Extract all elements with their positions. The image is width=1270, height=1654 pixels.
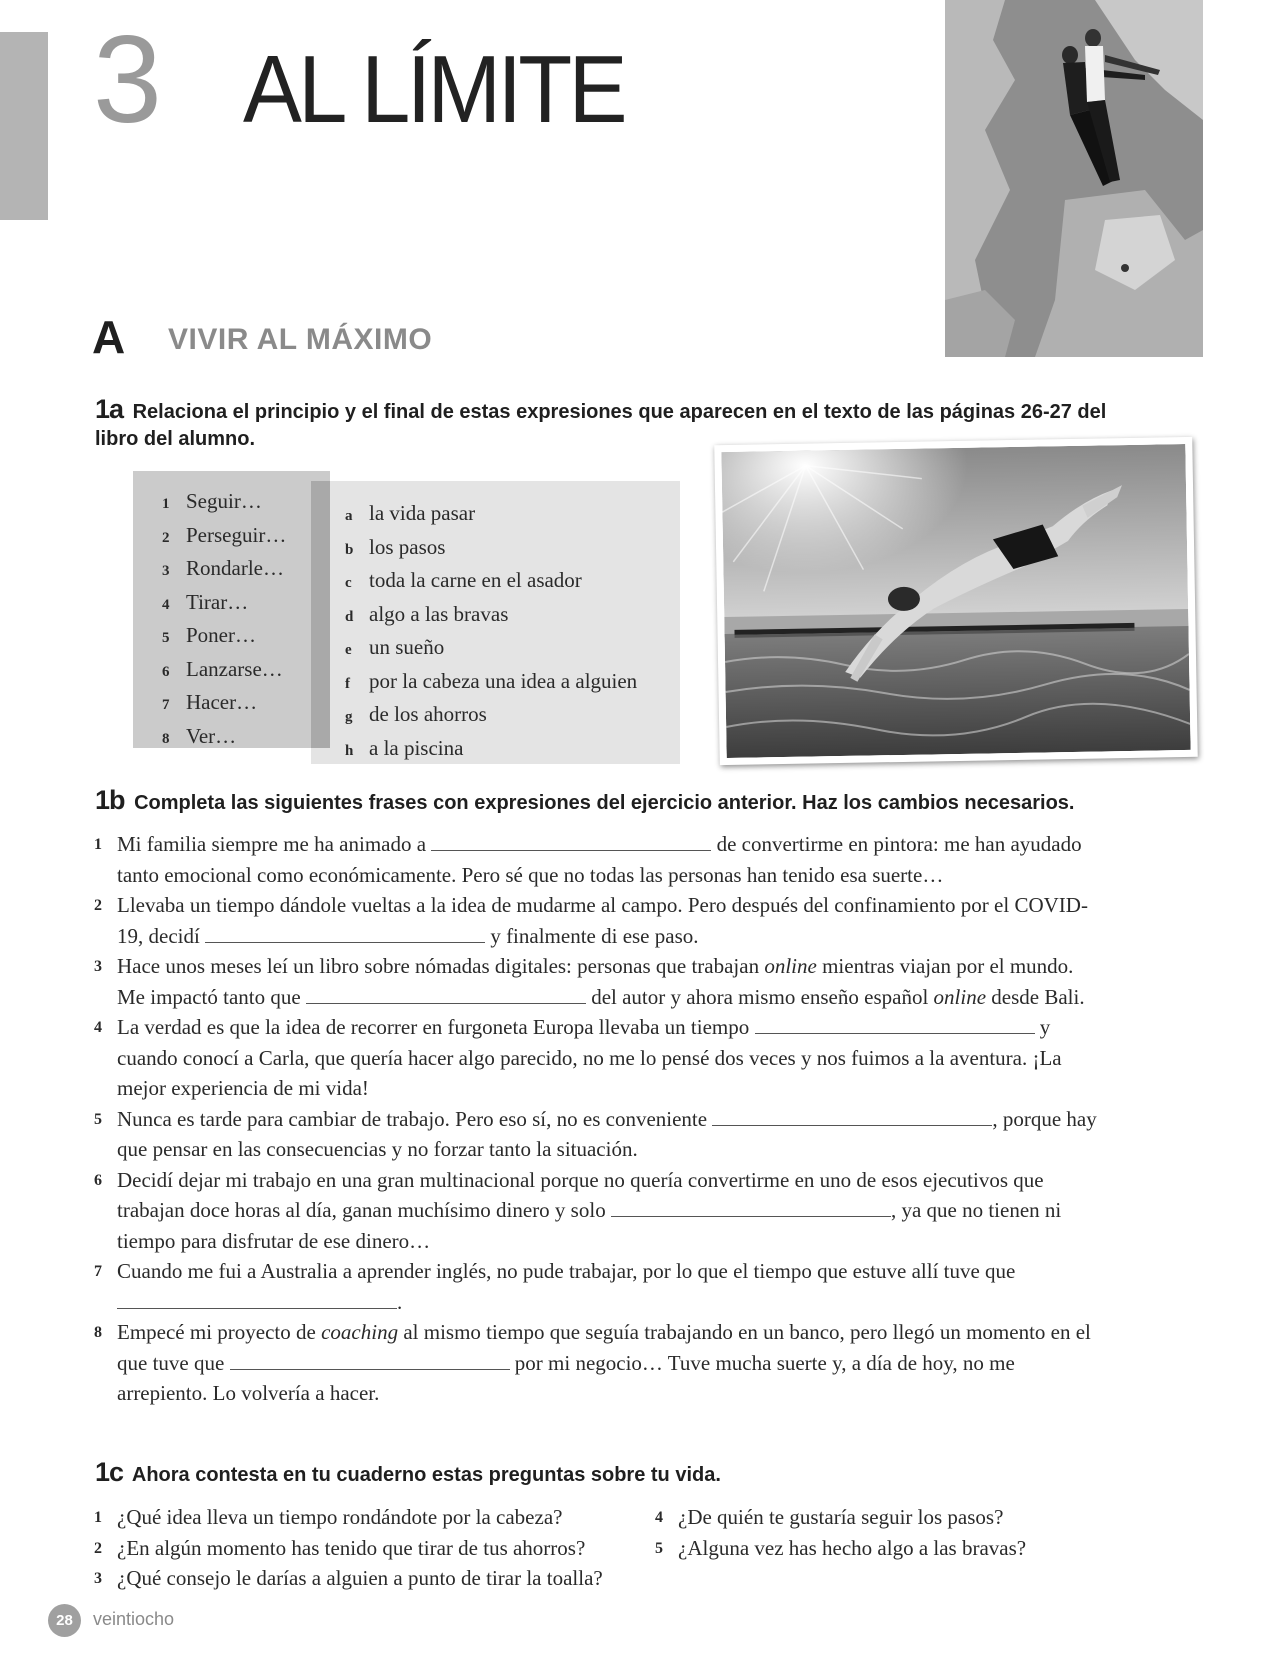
expression-starts-list <box>162 486 286 754</box>
list-item: 7 Hacer… <box>162 690 258 714</box>
list-item: 6 Decidí dejar mi trabajo en una gran multinacional porque no quería convertirme en uno de esos ejecutivos que trabajan doce horas al día, ganan muchísimo dinero y solo , ya que no tienen ni tiempo para disfrutar de ese dinero… <box>94 1167 1062 1253</box>
unit-title: AL LÍMITE <box>243 36 624 143</box>
exercise-1b-heading <box>95 787 1155 817</box>
list-item: 4 La verdad es que la idea de recorrer en furgoneta Europa llevaba un tiempo y cuando conocí a Carla, que quería hacer algo parecido, no me lo pensé dos veces y nos fuimos a la aventura. ¡La mejor experiencia de mi vida! <box>94 1015 1062 1100</box>
exercise-instruction: Ahora contesta en tu cuaderno estas preguntas sobre tu vida. <box>131 1464 721 1486</box>
exercise-1c-heading <box>95 1459 1095 1489</box>
questions-column-right <box>655 1502 1105 1563</box>
list-item: 4 Tirar… <box>162 589 249 614</box>
unit-number: 3 <box>93 11 160 149</box>
diver-photo-frame <box>714 437 1198 765</box>
answer-blank[interactable] <box>712 1107 992 1126</box>
list-item: 5 ¿Alguna vez has hecho algo a las bravas? <box>655 1535 1027 1560</box>
exercise-instruction: Completa las siguientes frases con expresiones del ejercicio anterior. Haz los cambios necesarios. <box>134 792 1075 814</box>
list-item: 3 Hace unos meses leí un libro sobre nómadas digitales: personas que trabajan online mientras viajan por el mundo. Me impactó tanto que del autor y ahora mismo enseño español online desde Bali. <box>94 954 1085 1009</box>
fill-in-sentences-list <box>94 829 1104 1409</box>
list-item: 4 ¿De quién te gustaría seguir los pasos? <box>655 1505 1004 1529</box>
list-item: 2 ¿En algún momento has tenido que tirar de tus ahorros? <box>94 1535 586 1560</box>
questions-column-left <box>94 1502 654 1594</box>
page-number-word: veintiocho <box>93 1609 175 1629</box>
answer-blank[interactable] <box>306 985 586 1004</box>
list-item: 6 Lanzarse… <box>162 656 283 681</box>
diver-photo <box>721 444 1190 758</box>
list-item: 1 Mi familia siempre me ha animado a de convertirme en pintora: me han ayudado tanto emocional como económicamente. Pero sé que no todas las personas han tenido esa suerte… <box>94 832 1082 887</box>
expression-endings-list <box>345 498 637 766</box>
answer-blank[interactable] <box>117 1290 397 1309</box>
list-item: d algo a las bravas <box>345 601 509 626</box>
list-item: 2 Perseguir… <box>162 522 287 547</box>
list-item: f por la cabeza una idea a alguien <box>345 668 638 693</box>
answer-blank[interactable] <box>230 1351 510 1370</box>
list-item: 5 Poner… <box>162 623 256 647</box>
list-item: 3 ¿Qué consejo le darías a alguien a punto de tirar la toalla? <box>94 1566 603 1590</box>
box-overlap-strip <box>311 481 330 748</box>
list-item: b los pasos <box>345 534 446 559</box>
exercise-number: 1c <box>95 1457 124 1487</box>
exercise-number: 1b <box>95 785 125 815</box>
list-item: h a la piscina <box>345 735 464 760</box>
exercise-instruction: Relaciona el principio y el final de estas expresiones que aparecen en el texto de las páginas 26-27 del libro del alumno. <box>95 401 1107 450</box>
list-item: 3 Rondarle… <box>162 556 284 580</box>
list-item: 8 Empecé mi proyecto de coaching al mismo tiempo que seguía trabajando en un banco, pero llegó un momento en el que tuve que por mi negocio… Tuve mucha suerte y, a día de hoy, no me arrepiento. Lo volvería a hacer. <box>94 1320 1091 1405</box>
side-tab-marker <box>0 32 48 220</box>
list-item: g de los ahorros <box>345 702 487 726</box>
list-item: c toda la carne en el asador <box>345 568 582 592</box>
list-item: e un sueño <box>345 635 445 659</box>
wall-climbers-photo <box>945 0 1203 357</box>
section-title: VIVIR AL MÁXIMO <box>168 323 433 356</box>
answer-blank[interactable] <box>205 924 485 943</box>
page-number-badge: 28 <box>48 1604 81 1637</box>
answer-blank[interactable] <box>611 1198 891 1217</box>
list-item: 1 Seguir… <box>162 489 262 513</box>
exercise-number: 1a <box>95 394 124 424</box>
list-item: 2 Llevaba un tiempo dándole vueltas a la idea de mudarme al campo. Pero después del confinamiento por el COVID-19, decidí y finalmente di ese paso. <box>94 893 1088 948</box>
list-item: 7 Cuando me fui a Australia a aprender inglés, no pude trabajar, por lo que el tiempo que estuve allí tuve que . <box>94 1259 1016 1314</box>
section-letter: A <box>92 311 126 363</box>
answer-blank[interactable] <box>755 1015 1035 1034</box>
list-item: 8 Ver… <box>162 723 237 748</box>
list-item: 1 ¿Qué idea lleva un tiempo rondándote por la cabeza? <box>94 1505 563 1529</box>
answer-blank[interactable] <box>431 832 711 851</box>
list-item: 5 Nunca es tarde para cambiar de trabajo. Pero eso sí, no es conveniente , porque hay que pensar en las consecuencias y no forzar tanto la situación. <box>94 1106 1097 1161</box>
list-item: a la vida pasar <box>345 501 476 525</box>
